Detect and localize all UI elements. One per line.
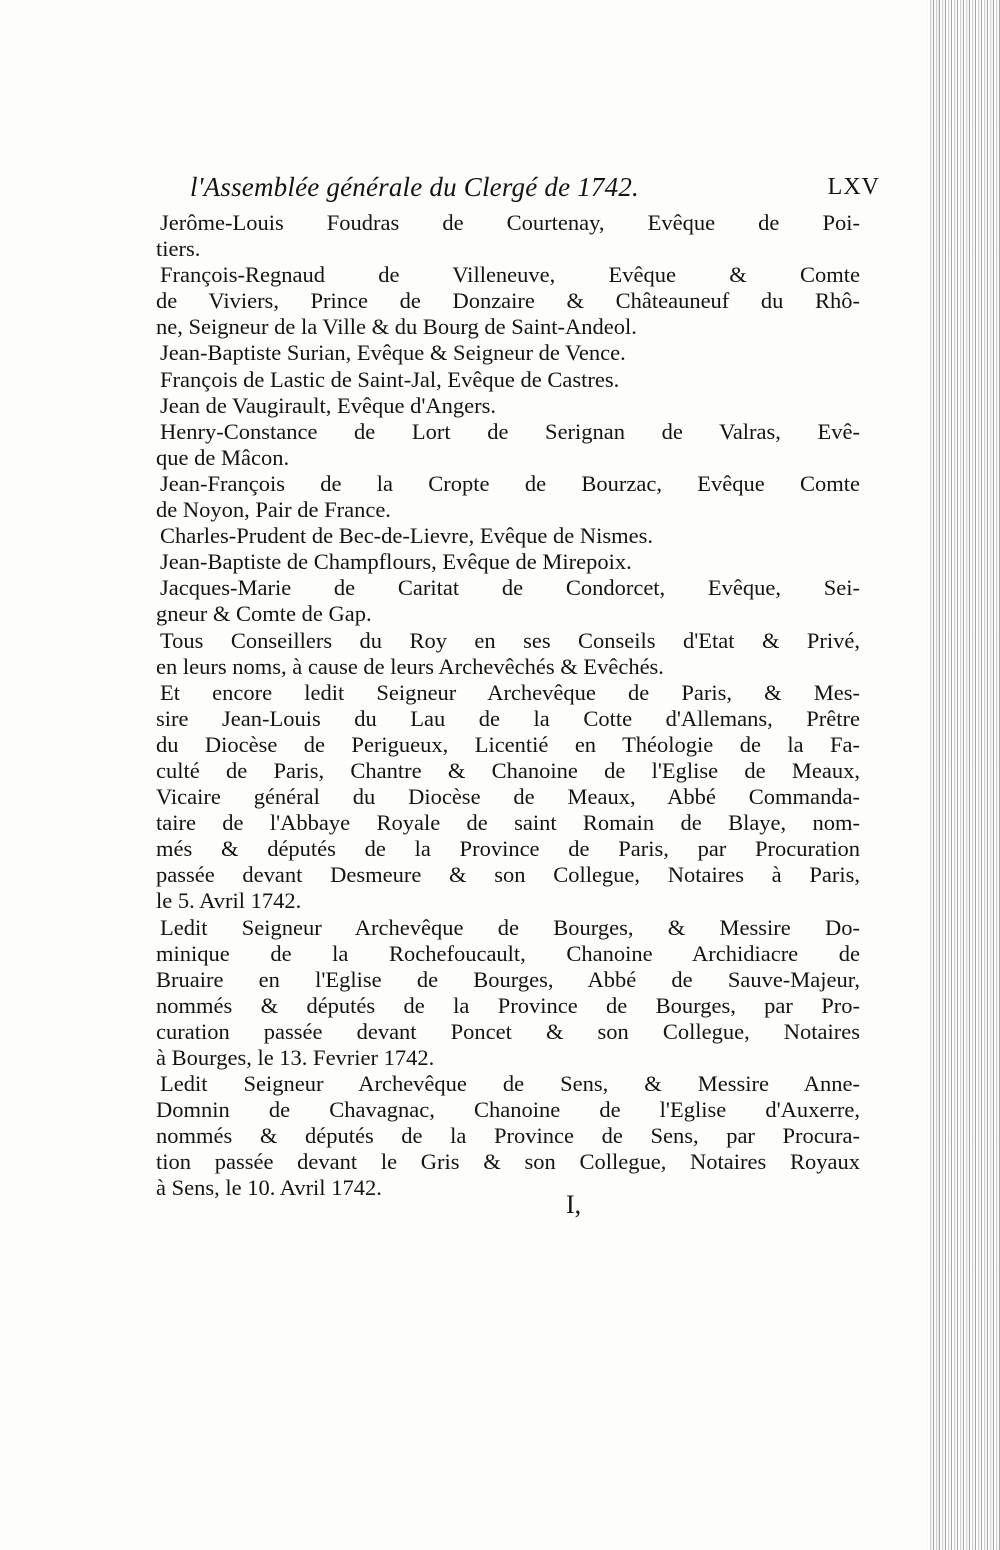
text-line: taire de l'Abbaye Royale de saint Romain de Blaye, nom- [156,810,860,836]
text-line: Jean-Baptiste Surian, Evêque & Seigneur de Vence. [160,340,626,366]
text-line: que de Mâcon. [156,444,290,470]
paragraph [154,471,860,523]
text-line: Jerôme-Louis Foudras de Courtenay, Evêque de Poi- [160,210,860,235]
paragraph [154,262,860,340]
text-line: ne, Seigneur de la Ville & du Bourg de Saint-Andeol. [156,314,637,340]
text-line: Jean-François de la Cropte de Bourzac, Evêque Comte [160,470,860,496]
text-line: Bruaire en l'Eglise de Bourges, Abbé de Sauve-Majeur, [156,966,860,992]
paragraph [154,393,860,419]
text-line: passée devant Desmeure & son Collegue, Notaires à Paris, [156,862,860,888]
text-line: tion passée devant le Gris & son Collegue, Notaires Royaux [156,1149,860,1175]
text-line: Jean de Vaugirault, Evêque d'Angers. [160,392,497,418]
paragraph [154,340,860,366]
running-head [190,172,880,208]
text-line: Ledit Seigneur Archevêque de Sens, & Messire Anne- [160,1071,860,1097]
text-line: Domnin de Chavagnac, Chanoine de l'Eglise d'Auxerre, [156,1097,860,1123]
text-line: Charles-Prudent de Bec-de-Lievre, Evêque de Nismes. [160,523,653,549]
paragraph [154,523,860,549]
paragraph [154,419,860,471]
paragraph [154,680,860,915]
body-text [154,210,860,1202]
paragraph [154,628,860,680]
text-line: Henry-Constance de Lort de Serignan de Valras, Evê- [160,418,860,444]
paragraph [154,549,860,575]
paragraph [154,1071,860,1201]
paragraph [154,367,860,393]
page-number: LXV [827,174,880,200]
text-line: tiers. [156,236,201,262]
text-line: nommés & députés de la Province de Sens, par Procura- [156,1123,860,1149]
text-line: François-Regnaud de Villeneuve, Evêque & Comte [160,262,860,288]
text-line: Jacques-Marie de Caritat de Condorcet, Evêque, Sei- [160,575,860,601]
book-page-edges [928,0,1000,1550]
catchword: I, [566,1190,582,1219]
text-line: Ledit Seigneur Archevêque de Bourges, & Messire Do- [160,914,860,940]
text-line: François de Lastic de Saint-Jal, Evêque de Castres. [160,366,620,392]
text-line: minique de la Rochefoucault, Chanoine Archidiacre de [156,940,860,966]
text-line: à Sens, le 10. Avril 1742. [156,1175,382,1201]
text-line: Vicaire général du Diocèse de Meaux, Abbé Commanda- [156,784,860,810]
paragraph [154,915,860,1072]
text-line: Et encore ledit Seigneur Archevêque de Paris, & Mes- [160,679,860,705]
text-line: més & députés de la Province de Paris, par Procuration [156,836,860,862]
text-line: curation passée devant Poncet & son Collegue, Notaires [156,1018,860,1044]
text-line: le 5. Avril 1742. [156,888,302,914]
paragraph [154,575,860,627]
text-line: de Noyon, Pair de France. [156,497,391,523]
text-line: sire Jean-Louis du Lau de la Cotte d'Allemans, Prêtre [156,705,860,731]
running-title: l'Assemblée générale du Clergé de 1742. [190,172,639,202]
text-line: gneur & Comte de Gap. [156,601,372,627]
paragraph [154,210,860,262]
text-line: culté de Paris, Chantre & Chanoine de l'Eglise de Meaux, [156,757,860,783]
text-line: du Diocèse de Perigueux, Licentié en Théologie de la Fa- [156,731,860,757]
text-line: Jean-Baptiste de Champflours, Evêque de Mirepoix. [160,549,632,575]
text-line: de Viviers, Prince de Donzaire & Châteauneuf du Rhô- [156,288,860,314]
text-line: Tous Conseillers du Roy en ses Conseils d'Etat & Privé, [160,627,860,653]
text-line: en leurs noms, à cause de leurs Archevêchés & Evêchés. [156,653,664,679]
text-line: nommés & députés de la Province de Bourges, par Pro- [156,992,860,1018]
text-line: à Bourges, le 13. Fevrier 1742. [156,1045,435,1070]
